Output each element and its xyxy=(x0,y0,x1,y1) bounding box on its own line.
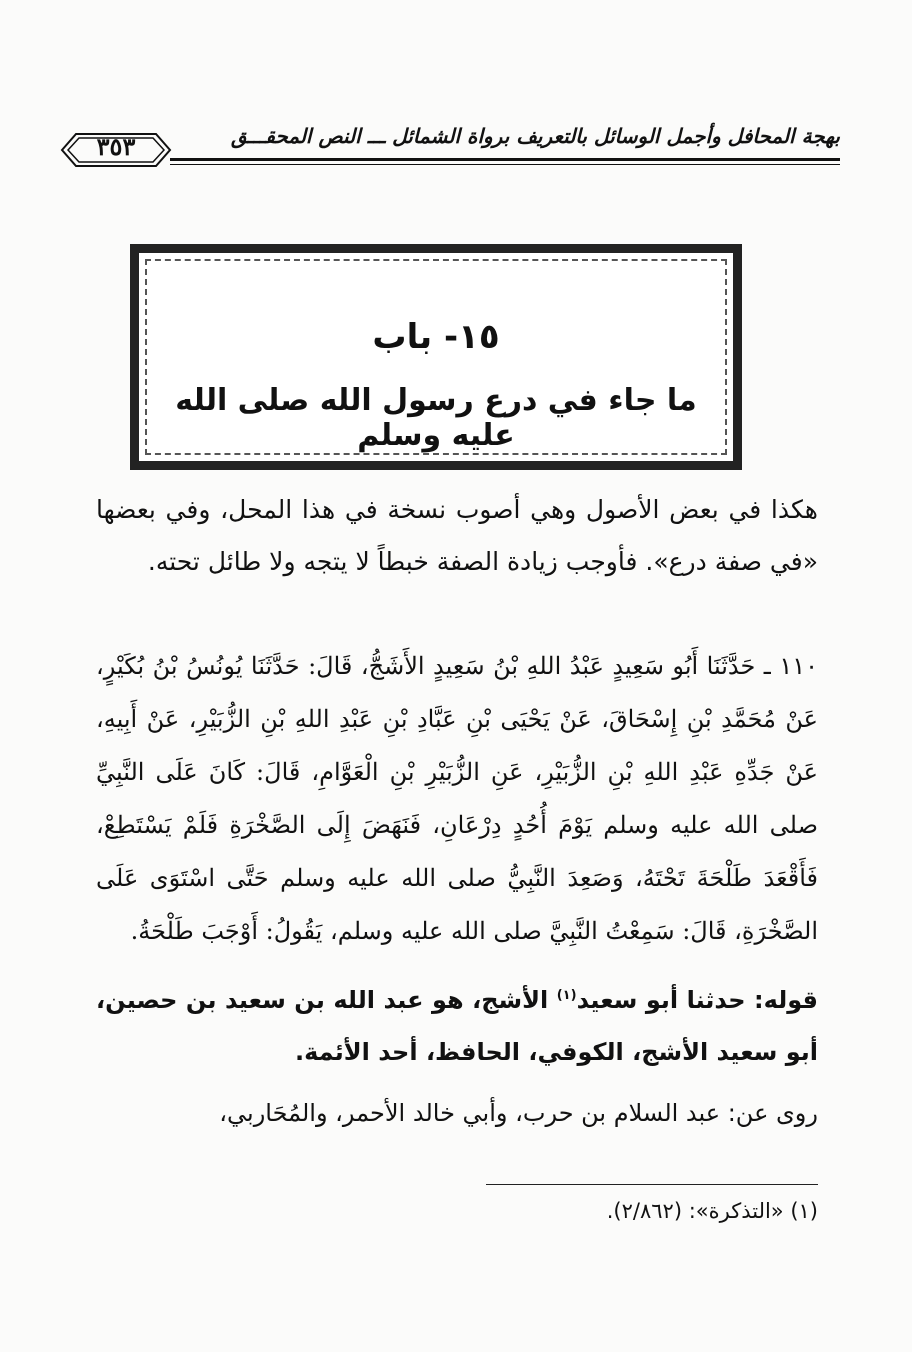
footnote-divider xyxy=(486,1184,818,1185)
footnote-marker: (١) xyxy=(556,988,577,1003)
header-rule xyxy=(170,158,840,165)
intro-paragraph: هكذا في بعض الأصول وهي أصوب نسخة في هذا المحل، وفي بعضها «في صفة درع». فأوجب زيادة الصفة خبطاً لا يتجه ولا طائل تحته. xyxy=(96,495,818,576)
page-number: ٣٥٣ xyxy=(96,132,136,161)
page-number-badge xyxy=(60,128,172,172)
commentary-body: الأشج، هو عبد الله بن سعيد بن حصين، أبو سعيد الأشج، الكوفي، الحافظ، أحد الأئمة. xyxy=(96,986,818,1066)
hadith-paragraph: ١١٠ ـ حَدَّثَنَا أَبُو سَعِيدٍ عَبْدُ اللهِ بْنُ سَعِيدٍ الأَشَجُّ، قَالَ: حَدَّثَنَا يُونُسُ بْنُ بُكَيْرٍ، عَنْ مُحَمَّدِ بْنِ إِسْحَاقَ، عَنْ يَحْيَى بْنِ عَبَّادِ بْنِ عَبْدِ اللهِ بْنِ الزُّبَيْرِ، عَنْ أَبِيهِ، عَنْ جَدِّهِ عَبْدِ اللهِ بْنِ الزُّبَيْرِ، عَنِ الزُّبَيْرِ بْنِ الْعَوَّامِ، قَالَ: كَانَ عَلَى النَّبِيِّ صلى الله عليه وسلم يَوْمَ أُحُدٍ دِرْعَانِ، فَنَهَضَ إِلَى الصَّخْرَةِ فَلَمْ يَسْتَطِعْ، فَأَقْعَدَ طَلْحَةَ تَحْتَهُ، وَصَعِدَ النَّبِيُّ صلى الله عليه وسلم حَتَّى اسْتَوَى عَلَى الصَّخْرَةِ، قَالَ: سَمِعْتُ النَّبِيَّ صلى الله عليه وسلم، يَقُولُ: أَوْجَبَ طَلْحَةُ. xyxy=(96,652,819,945)
running-header xyxy=(60,112,840,172)
narrators-paragraph: روى عن: عبد السلام بن حرب، وأبي خالد الأحمر، والمُحَاربي، xyxy=(219,1099,818,1127)
footnote: (١) «التذكرة»: (٢/٨٦٢). xyxy=(606,1199,818,1223)
chapter-title: ما جاء في درع رسول الله صلى الله عليه وسلم xyxy=(175,383,697,453)
commentary-paragraph xyxy=(96,970,818,1078)
commentary-lead: قوله: حدثنا أبو سعيد xyxy=(576,986,818,1014)
chapter-number: ١٥- باب xyxy=(372,317,500,357)
running-header-title: بهجة المحافل وأجمل الوسائل بالتعريف برواة الشمائل ـــ النص المحقـــق xyxy=(230,124,840,148)
chapter-heading-frame xyxy=(130,244,742,470)
